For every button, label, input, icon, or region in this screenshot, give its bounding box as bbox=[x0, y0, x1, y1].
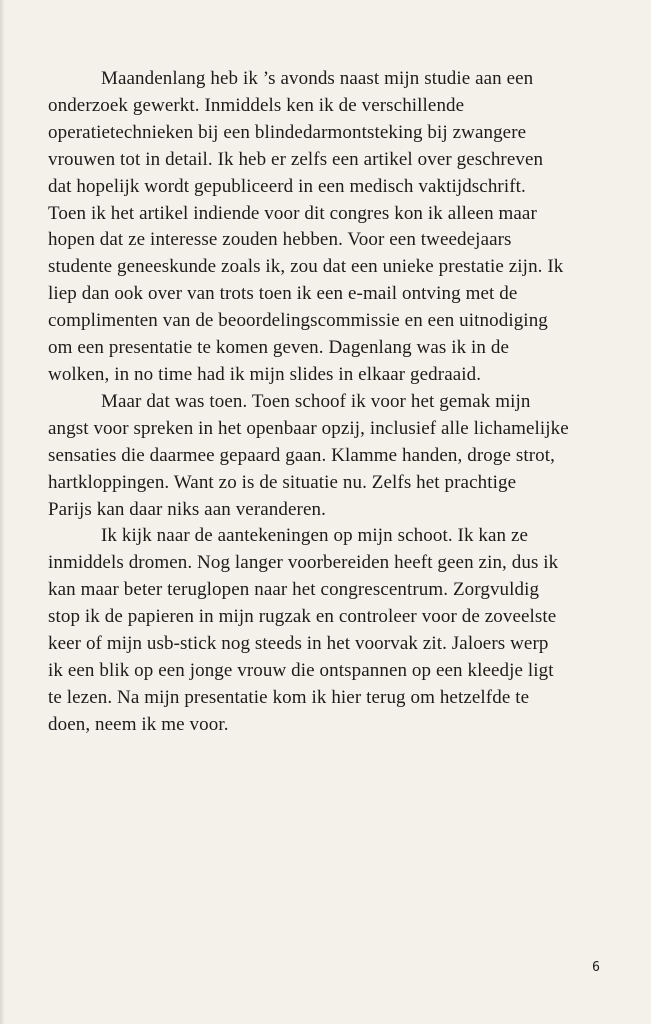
text-line: hopen dat ze interesse zouden hebben. Voor een tweedejaars bbox=[48, 229, 512, 251]
paragraph bbox=[48, 523, 604, 738]
text-line: Ik kijk naar de aantekeningen op mijn schoot. Ik kan ze bbox=[101, 525, 529, 547]
paragraph bbox=[48, 389, 604, 524]
text-line: operatietechnieken bij een blindedarmontsteking bij zwangere bbox=[48, 121, 527, 143]
text-line: doen, neem ik me voor. bbox=[48, 713, 229, 735]
text-line: studente geneeskunde zoals ik, zou dat een unieke prestatie zijn. Ik bbox=[48, 256, 564, 278]
text-line: Parijs kan daar niks aan veranderen. bbox=[48, 498, 326, 520]
text-line: dat hopelijk wordt gepubliceerd in een medisch vaktijdschrift. bbox=[48, 175, 526, 197]
text-line: inmiddels dromen. Nog langer voorbereiden heeft geen zin, dus ik bbox=[48, 552, 559, 574]
text-line: sensaties die daarmee gepaard gaan. Klamme handen, droge strot, bbox=[48, 444, 555, 466]
text-line: keer of mijn usb-stick nog steeds in het voorvak zit. Jaloers werp bbox=[48, 633, 549, 655]
text-line: stop ik de papieren in mijn rugzak en controleer voor de zoveelste bbox=[48, 606, 557, 628]
text-line: Maandenlang heb ik ’s avonds naast mijn studie aan een bbox=[101, 68, 534, 89]
text-block bbox=[48, 66, 604, 739]
text-line: hartkloppingen. Want zo is de situatie nu. Zelfs het prachtige bbox=[48, 471, 517, 493]
text-line: Toen ik het artikel indiende voor dit congres kon ik alleen maar bbox=[48, 202, 537, 224]
paragraph bbox=[48, 66, 604, 389]
text-line: te lezen. Na mijn presentatie kom ik hier terug om hetzelfde te bbox=[48, 686, 530, 708]
text-line: onderzoek gewerkt. Inmiddels ken ik de verschillende bbox=[48, 94, 465, 116]
text-line: liep dan ook over van trots toen ik een e-mail ontving met de bbox=[48, 283, 518, 305]
page-edge-shadow bbox=[0, 0, 5, 1024]
text-line: angst voor spreken in het openbaar opzij, inclusief alle lichamelijke bbox=[48, 417, 569, 439]
text-line: complimenten van de beoordelingscommissie en een uitnodiging bbox=[48, 310, 548, 332]
text-line: vrouwen tot in detail. Ik heb er zelfs een artikel over geschreven bbox=[48, 148, 544, 170]
text-line: Maar dat was toen. Toen schoof ik voor het gemak mijn bbox=[101, 390, 531, 412]
text-line: om een presentatie te komen geven. Dagenlang was ik in de bbox=[48, 337, 510, 359]
page-number: 6 bbox=[592, 960, 600, 975]
text-line: kan maar beter teruglopen naar het congrescentrum. Zorgvuldig bbox=[48, 579, 540, 601]
text-line: ik een blik op een jonge vrouw die ontspannen op een kleedje ligt bbox=[48, 659, 554, 681]
text-line: wolken, in no time had ik mijn slides in elkaar gedraaid. bbox=[48, 363, 482, 385]
